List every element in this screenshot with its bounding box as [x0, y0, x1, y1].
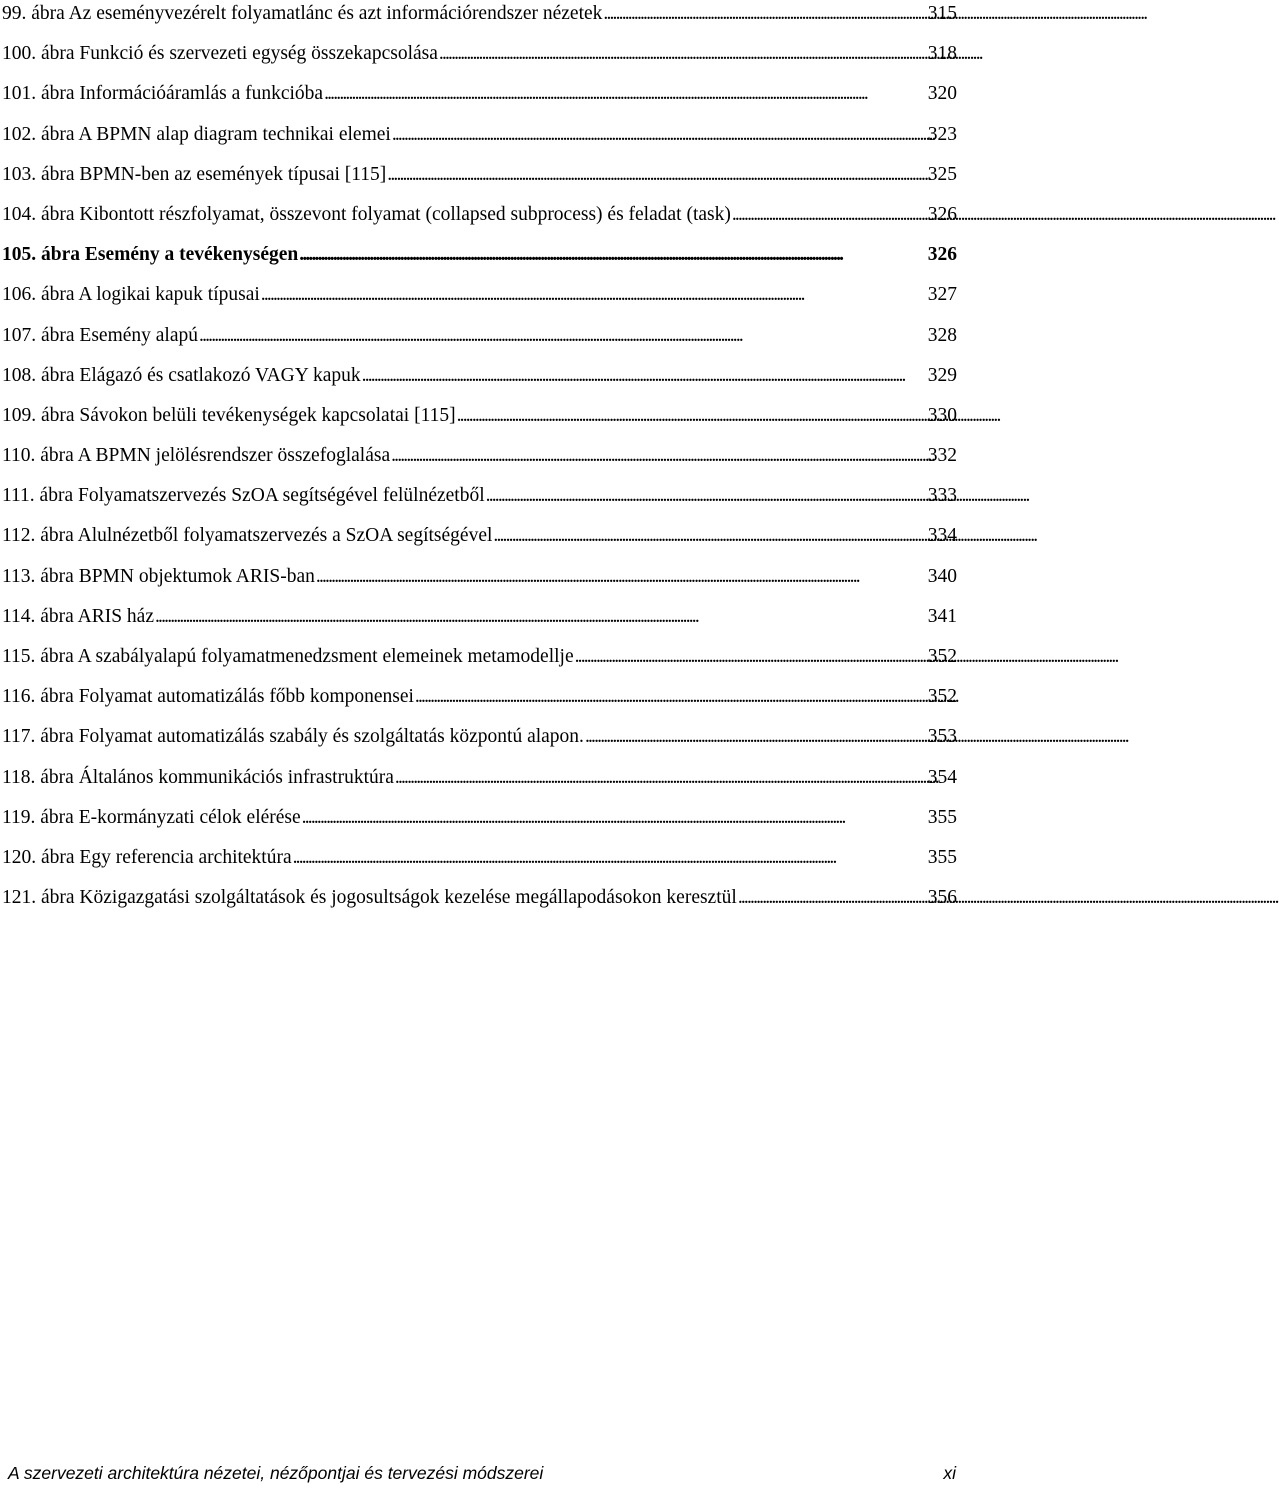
toc-entry-page: 326	[927, 203, 957, 225]
toc-entry-page: 334	[927, 525, 957, 547]
toc-entry[interactable]	[2, 683, 957, 723]
toc-entry-page: 318	[927, 43, 957, 65]
toc-dot-leader	[302, 804, 927, 832]
toc-entry-page: 320	[927, 83, 957, 105]
toc-entry[interactable]	[2, 362, 957, 402]
toc-entry-page: 355	[927, 806, 957, 828]
toc-dot-leader	[493, 522, 926, 550]
toc-entry-label: 117. ábra Folyamat automatizálás szabály és szolgáltatás központú alapon.	[2, 726, 584, 748]
toc-entry-label: 115. ábra A szabályalapú folyamatmenedzsment elemeinek metamodellje	[2, 646, 574, 667]
toc-dot-leader	[415, 683, 927, 711]
toc-entry-label: 121. ábra Közigazgatási szolgáltatások és jogosultságok kezelése megállapodásokon keresztül	[2, 887, 737, 909]
table-of-figures	[2, 0, 957, 924]
toc-entry-label: 112. ábra Alulnézetből folyamatszervezés a SzOA segítségével	[2, 525, 493, 547]
toc-dot-leader	[199, 322, 927, 350]
toc-entry-page: 315	[927, 3, 957, 24]
toc-entry[interactable]	[2, 522, 957, 562]
toc-entry-label: 110. ábra A BPMN jelölésrendszer összefoglalása	[2, 445, 391, 467]
toc-entry-page: 323	[927, 123, 957, 145]
toc-dot-leader	[261, 281, 927, 309]
toc-dot-leader	[387, 161, 926, 189]
toc-entry-label: 111. ábra Folyamatszervezés SzOA segítségével felülnézetből	[2, 485, 485, 507]
toc-entry-page: 352	[927, 686, 957, 708]
toc-entry[interactable]	[2, 322, 957, 362]
toc-entry[interactable]	[2, 884, 957, 924]
toc-entry-page: 354	[927, 766, 957, 788]
toc-entry[interactable]	[2, 804, 957, 844]
toc-entry-page: 325	[927, 163, 957, 185]
toc-entry[interactable]	[2, 563, 957, 603]
toc-entry-page: 353	[927, 726, 957, 748]
toc-dot-leader	[316, 563, 927, 591]
toc-entry[interactable]	[2, 0, 957, 40]
toc-dot-leader	[395, 764, 927, 792]
toc-entry-label: 116. ábra Folyamat automatizálás főbb komponensei	[2, 686, 414, 708]
toc-entry-page: 356	[927, 887, 957, 909]
toc-entry-label: 103. ábra BPMN-ben az események típusai [115]	[2, 163, 387, 185]
toc-entry-label: 113. ábra BPMN objektumok ARIS-ban	[2, 565, 315, 587]
toc-entry[interactable]	[2, 764, 957, 804]
toc-entry-page: 328	[927, 324, 957, 346]
toc-entry[interactable]	[2, 402, 957, 442]
toc-entry[interactable]	[2, 40, 957, 80]
toc-entry-page: 327	[927, 284, 957, 306]
toc-entry-label: 101. ábra Információáramlás a funkcióba	[2, 83, 324, 105]
toc-entry-label: 100. ábra Funkció és szervezeti egység összekapcsolása	[2, 43, 438, 65]
toc-entry-label: 119. ábra E-kormányzati célok elérése	[2, 806, 301, 828]
toc-entry[interactable]	[2, 201, 957, 241]
toc-entry-label: 114. ábra ARIS ház	[2, 605, 154, 627]
footer-title: A szervezeti architektúra nézetei, nézőpontjai és tervezési módszerei	[8, 1463, 544, 1483]
toc-dot-leader	[585, 723, 927, 751]
toc-entry-page: 352	[927, 646, 957, 667]
toc-entry[interactable]	[2, 844, 957, 884]
toc-entry[interactable]	[2, 161, 957, 201]
toc-entry[interactable]	[2, 723, 957, 763]
toc-entry[interactable]	[2, 603, 957, 643]
toc-dot-leader	[155, 603, 927, 631]
toc-entry-label: 118. ábra Általános kommunikációs infrastruktúra	[2, 766, 394, 788]
toc-entry-label: 105. ábra Esemény a tevékenységen	[2, 244, 299, 266]
toc-entry[interactable]	[2, 241, 957, 281]
toc-entry-label: 104. ábra Kibontott részfolyamat, összevont folyamat (collapsed subprocess) és feladat (task)	[2, 203, 731, 225]
toc-entry-label: 120. ábra Egy referencia architektúra	[2, 846, 292, 868]
toc-entry[interactable]	[2, 643, 957, 683]
toc-dot-leader	[391, 442, 927, 470]
toc-dot-leader	[457, 402, 927, 430]
toc-entry-page: 341	[927, 605, 957, 627]
toc-entry-page: 355	[927, 846, 957, 868]
toc-entry[interactable]	[2, 482, 957, 522]
toc-entry-label: 102. ábra A BPMN alap diagram technikai elemei	[2, 123, 391, 145]
toc-dot-leader	[299, 241, 926, 269]
toc-dot-leader	[603, 0, 926, 28]
toc-dot-leader	[738, 884, 927, 912]
toc-dot-leader	[732, 201, 927, 229]
toc-dot-leader	[324, 80, 927, 108]
toc-entry-label: 109. ábra Sávokon belüli tevékenységek kapcsolatai [115]	[2, 404, 456, 426]
toc-dot-leader	[392, 121, 927, 149]
footer-page-number: xi	[943, 1463, 956, 1483]
toc-entry-label: 107. ábra Esemény alapú	[2, 324, 199, 346]
toc-entry[interactable]	[2, 442, 957, 482]
toc-entry[interactable]	[2, 80, 957, 120]
page-footer	[8, 1463, 956, 1484]
toc-dot-leader	[575, 643, 927, 671]
toc-entry[interactable]	[2, 121, 957, 161]
toc-entry-label: 108. ábra Elágazó és csatlakozó VAGY kapuk	[2, 364, 361, 386]
toc-entry-page: 326	[927, 244, 957, 266]
toc-entry-page: 332	[927, 445, 957, 467]
toc-entry-label: 106. ábra A logikai kapuk típusai	[2, 284, 260, 306]
toc-entry[interactable]	[2, 281, 957, 321]
toc-dot-leader	[293, 844, 927, 872]
toc-entry-page: 340	[927, 565, 957, 587]
toc-entry-label: 99. ábra Az eseményvezérelt folyamatlánc és azt információrendszer nézetek	[2, 3, 603, 24]
toc-dot-leader	[486, 482, 927, 510]
toc-entry-page: 333	[927, 485, 957, 507]
toc-dot-leader	[362, 362, 927, 390]
toc-dot-leader	[439, 40, 927, 68]
toc-entry-page: 329	[927, 364, 957, 386]
toc-entry-page: 330	[927, 404, 957, 426]
